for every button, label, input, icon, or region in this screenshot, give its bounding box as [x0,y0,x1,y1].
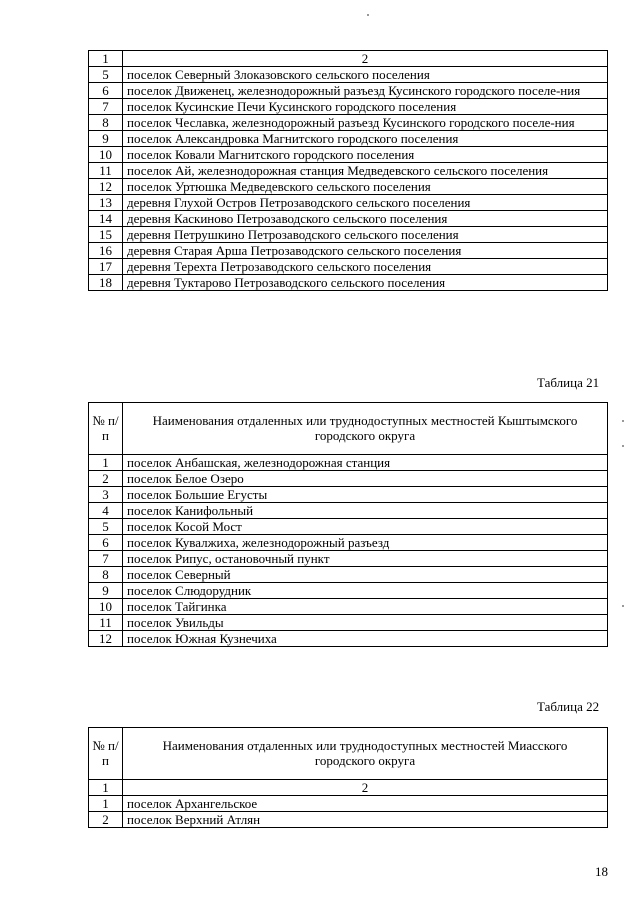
row-number: 14 [89,211,123,227]
locality-name: поселок Анбашская, железнодорожная станция [123,455,608,471]
row-number: 9 [89,131,123,147]
name-column-header: Наименования отдаленных или труднодоступных местностей Кыштымского городского округа [123,403,608,455]
table-row [89,131,608,147]
table-row [89,243,608,259]
table-22-caption: Таблица 22 [537,699,600,714]
locality-name: поселок Слюдорудник [123,583,608,599]
table-row [89,519,608,535]
locality-name: поселок Канифольный [123,503,608,519]
table-row [89,631,608,647]
row-number: 4 [89,503,123,519]
locality-name: деревня Туктарово Петрозаводского сельского поселения [123,275,608,291]
table-row [89,535,608,551]
locality-name: поселок Большие Егусты [123,487,608,503]
table-row [89,796,608,812]
row-number: 17 [89,259,123,275]
locality-name: поселок Увильды [123,615,608,631]
column-number-index: 1 [89,780,123,796]
row-number: 9 [89,583,123,599]
table-21 [88,402,608,647]
row-number: 2 [89,471,123,487]
table-row [89,211,608,227]
locality-name: поселок Уртюшка Медведевского сельского поселения [123,179,608,195]
table-row [89,551,608,567]
row-number: 10 [89,147,123,163]
locality-name: поселок Движенец, железнодорожный разъезд Кусинского городского поселе-ния [123,83,608,99]
table-header-row [89,403,608,455]
row-number: 8 [89,115,123,131]
locality-name: поселок Ковали Магнитского городского поселения [123,147,608,163]
column-number-header: 1 [89,51,123,67]
table-row [89,487,608,503]
locality-name: поселок Чеславка, железнодорожный разъезд Кусинского городского поселе-ния [123,115,608,131]
table-row [89,599,608,615]
table-row [89,812,608,828]
row-number: 1 [89,455,123,471]
table-row [89,83,608,99]
locality-name: поселок Верхний Атлян [123,812,608,828]
locality-name: поселок Южная Кузнечиха [123,631,608,647]
column-name-header: 2 [123,51,608,67]
column-name-index: 2 [123,780,608,796]
locality-name: поселок Тайгинка [123,599,608,615]
table-row [89,195,608,211]
locality-name: поселок Александровка Магнитского городского поселения [123,131,608,147]
row-number: 18 [89,275,123,291]
row-number: 12 [89,179,123,195]
table-row [89,275,608,291]
table-20-continuation [88,50,608,291]
row-number: 13 [89,195,123,211]
table-row [89,259,608,275]
row-number: 10 [89,599,123,615]
table-row [89,115,608,131]
row-number: 6 [89,535,123,551]
scan-speck [622,420,624,422]
locality-name: деревня Глухой Остров Петрозаводского сельского поселения [123,195,608,211]
table-21-caption: Таблица 21 [537,375,600,390]
table-row [89,147,608,163]
table-row [89,583,608,599]
locality-name: деревня Старая Арша Петрозаводского сельского поселения [123,243,608,259]
table-row [89,99,608,115]
row-number: 11 [89,615,123,631]
column-index-row [89,780,608,796]
row-number: 5 [89,67,123,83]
locality-name: поселок Рипус, остановочный пункт [123,551,608,567]
row-number: 11 [89,163,123,179]
locality-name: поселок Северный Злоказовского сельского поселения [123,67,608,83]
table-header-row [89,51,608,67]
table-row [89,179,608,195]
locality-name: деревня Петрушкино Петрозаводского сельского поселения [123,227,608,243]
table-header-row [89,728,608,780]
row-number: 5 [89,519,123,535]
row-number: 7 [89,551,123,567]
locality-name: деревня Каскиново Петрозаводского сельского поселения [123,211,608,227]
table-row [89,503,608,519]
table-row [89,455,608,471]
name-column-header: Наименования отдаленных или труднодоступных местностей Миасского городского округа [123,728,608,780]
locality-name: поселок Северный [123,567,608,583]
table-22 [88,727,608,828]
row-number: 2 [89,812,123,828]
scan-speck [622,445,624,447]
row-number: 15 [89,227,123,243]
table-row [89,163,608,179]
row-number: 7 [89,99,123,115]
locality-name: поселок Кусинские Печи Кусинского городского поселения [123,99,608,115]
scan-speck [622,605,624,607]
locality-name: поселок Косой Мост [123,519,608,535]
row-number: 1 [89,796,123,812]
locality-name: поселок Кувалжиха, железнодорожный разъезд [123,535,608,551]
table-row [89,227,608,243]
locality-name: поселок Белое Озеро [123,471,608,487]
number-column-header: № п/п [89,403,123,455]
table-row [89,567,608,583]
row-number: 6 [89,83,123,99]
table-row [89,67,608,83]
locality-name: поселок Архангельское [123,796,608,812]
row-number: 16 [89,243,123,259]
table-row [89,615,608,631]
row-number: 12 [89,631,123,647]
row-number: 3 [89,487,123,503]
locality-name: деревня Терехта Петрозаводского сельского поселения [123,259,608,275]
number-column-header: № п/п [89,728,123,780]
table-row [89,471,608,487]
scan-speck [367,14,369,16]
row-number: 8 [89,567,123,583]
page-number: 18 [595,864,608,879]
locality-name: поселок Ай, железнодорожная станция Медведевского сельского поселения [123,163,608,179]
